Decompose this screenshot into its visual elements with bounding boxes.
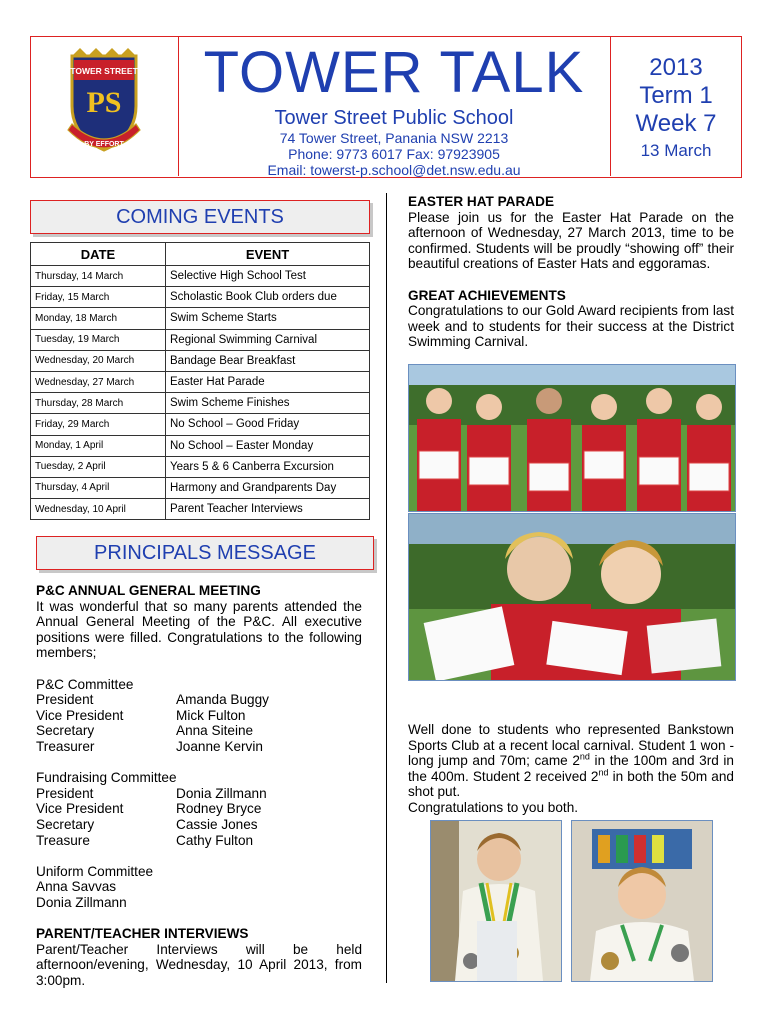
issue-year: 2013 — [649, 54, 703, 81]
event-name: Parent Teacher Interviews — [166, 499, 370, 520]
gold-award-group-photo — [408, 364, 736, 512]
event-name: Years 5 & 6 Canberra Excursion — [166, 456, 370, 477]
principals-message — [36, 583, 362, 988]
committee-member-name: Anna Siteine — [176, 723, 254, 739]
event-name: Selective High School Test — [166, 266, 370, 287]
committee-member-row — [36, 708, 362, 724]
coming-events-heading: COMING EVENTS — [30, 200, 370, 234]
pc-committee-list — [36, 692, 362, 754]
easter-hat-section — [408, 194, 734, 350]
committee-role: Secretary — [36, 723, 95, 739]
school-address: 74 Tower Street, Panania NSW 2213 — [279, 130, 509, 146]
event-name: Swim Scheme Finishes — [166, 393, 370, 414]
event-row — [31, 287, 370, 308]
event-row — [31, 329, 370, 350]
achievements-title: GREAT ACHIEVEMENTS — [408, 287, 566, 303]
issue-date: 13 March — [640, 141, 712, 160]
event-row — [31, 350, 370, 371]
committee-role: Treasurer — [36, 738, 95, 754]
easter-title: EASTER HAT PARADE — [408, 194, 555, 209]
event-name: Bandage Bear Breakfast — [166, 350, 370, 371]
event-row — [31, 414, 370, 435]
event-row — [31, 477, 370, 498]
event-date: Tuesday, 2 April — [31, 456, 166, 477]
event-name: Swim Scheme Starts — [166, 308, 370, 329]
committee-member-row — [36, 833, 362, 849]
event-row — [31, 308, 370, 329]
event-date: Tuesday, 19 March — [31, 329, 166, 350]
agm-text: It was wonderful that so many parents attended the Annual General Meeting of the P&C. All executive positions were filled. Congratulations to the following members; — [36, 598, 362, 661]
school-crest-logo — [66, 46, 142, 164]
committee-role: Secretary — [36, 816, 95, 832]
swimming-carnival-photo — [408, 513, 736, 681]
event-row — [31, 266, 370, 287]
committee-member-row — [36, 692, 362, 708]
event-name: Harmony and Grandparents Day — [166, 477, 370, 498]
event-date: Thursday, 14 March — [31, 266, 166, 287]
issue-week: Week 7 — [635, 110, 717, 137]
school-name: Tower Street Public School — [274, 107, 514, 129]
committee-member-name: Cassie Jones — [176, 816, 258, 832]
student-2-medals-photo — [571, 820, 713, 982]
principals-message-heading: PRINCIPALS MESSAGE — [36, 536, 374, 570]
fundraising-committee-list — [36, 786, 362, 848]
masthead — [178, 36, 610, 178]
agm-title: P&C ANNUAL GENERAL MEETING — [36, 583, 261, 598]
uniform-committee-title: Uniform Committee — [36, 863, 154, 879]
fundraising-committee-title: Fundraising Committee — [36, 770, 177, 786]
event-date: Friday, 29 March — [31, 414, 166, 435]
event-date: Friday, 15 March — [31, 287, 166, 308]
issue-term: Term 1 — [639, 82, 713, 109]
committee-role: Vice President — [36, 801, 124, 817]
pti-title: PARENT/TEACHER INTERVIEWS — [36, 926, 249, 942]
committee-member-row — [36, 801, 362, 817]
committee-role: President — [36, 692, 94, 708]
committee-role: President — [36, 785, 94, 801]
event-row — [31, 499, 370, 520]
event-name: Easter Hat Parade — [166, 371, 370, 392]
committee-member-name: Anna Savvas — [36, 879, 117, 895]
committee-member-name: Mick Fulton — [176, 707, 246, 723]
committee-member-name: Joanne Kervin — [176, 738, 263, 754]
event-row — [31, 456, 370, 477]
congrats-text: Congratulations to you both. — [408, 799, 579, 815]
logo-cell — [30, 36, 179, 176]
event-date: Monday, 18 March — [31, 308, 166, 329]
column-divider — [386, 193, 387, 983]
event-name: No School – Easter Monday — [166, 435, 370, 456]
event-name: No School – Good Friday — [166, 414, 370, 435]
easter-text: Please join us for the Easter Hat Parade on the afternoon of Wednesday, 27 March 2013, time to be confirmed. Students will be proudly “showing off” their beautiful creations of Easter Hats and eggoramas. — [408, 209, 734, 272]
event-column-header: EVENT — [166, 243, 370, 266]
committee-member-row — [36, 739, 362, 755]
coming-events-table — [30, 242, 370, 520]
sports-club-text: Well done to students who represented Bankstown Sports Club at a recent local carnival. Student 1 won - long jump and 70m; came 2nd in the 100m and 3rd in the 400m. Student 2 received 2nd in both the 50m and shot put. — [408, 722, 734, 800]
event-date: Monday, 1 April — [31, 435, 166, 456]
pc-committee-title: P&C Committee — [36, 676, 134, 692]
committee-member-name: Amanda Buggy — [176, 692, 269, 708]
school-email[interactable]: Email: towerst-p.school@det.nsw.edu.au — [267, 162, 521, 178]
date-column-header: DATE — [31, 243, 166, 266]
sports-club-section — [408, 722, 734, 816]
achievements-text: Congratulations to our Gold Award recipients from last week and to students for their success at the District Swimming Carnival. — [408, 303, 734, 350]
event-row — [31, 371, 370, 392]
event-name: Regional Swimming Carnival — [166, 329, 370, 350]
committee-member-name: Cathy Fulton — [176, 832, 254, 848]
committee-member-name: Rodney Bryce — [176, 801, 262, 817]
table-header-row — [31, 243, 370, 266]
committee-role: Treasure — [36, 832, 90, 848]
uniform-committee-list — [36, 879, 362, 910]
committee-member-row — [36, 817, 362, 833]
committee-member-name: Donia Zillmann — [36, 894, 127, 910]
pti-text: Parent/Teacher Interviews will be held afternoon/evening, Wednesday, 10 April 2013, from 3:00pm. — [36, 941, 362, 988]
event-date: Wednesday, 27 March — [31, 371, 166, 392]
student-1-medals-photo — [430, 820, 562, 982]
event-row — [31, 435, 370, 456]
event-row — [31, 393, 370, 414]
event-date: Wednesday, 10 April — [31, 499, 166, 520]
school-phone: Phone: 9773 6017 Fax: 97923905 — [288, 146, 500, 162]
newsletter-title: TOWER TALK — [203, 40, 585, 105]
committee-member-name: Donia Zillmann — [176, 785, 267, 801]
event-date: Thursday, 4 April — [31, 477, 166, 498]
committee-member-row — [36, 786, 362, 802]
crest-banner-text: TOWER STREET — [70, 66, 138, 76]
crest-initials: PS — [86, 86, 122, 119]
committee-member-row — [36, 723, 362, 739]
event-date: Wednesday, 20 March — [31, 350, 166, 371]
event-date: Thursday, 28 March — [31, 393, 166, 414]
committee-role: Vice President — [36, 707, 124, 723]
issue-info — [610, 36, 741, 176]
crest-motto: BY EFFORT — [84, 141, 124, 148]
event-name: Scholastic Book Club orders due — [166, 287, 370, 308]
